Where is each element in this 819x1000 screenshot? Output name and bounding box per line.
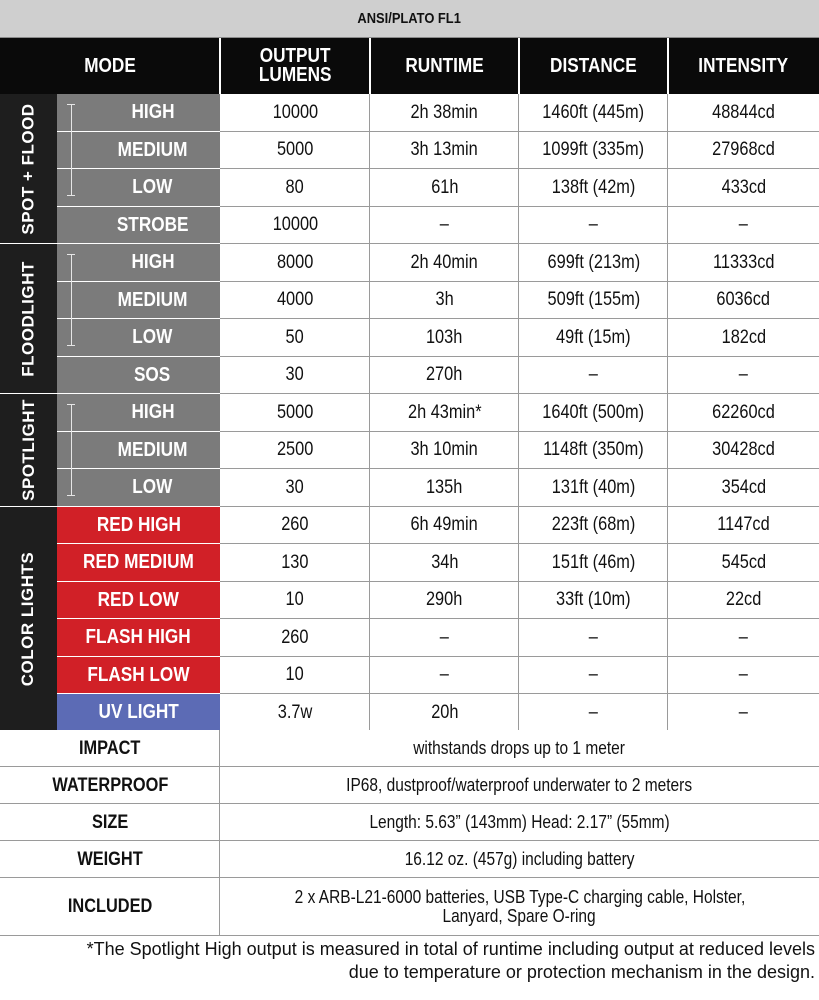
header-distance — [519, 38, 668, 94]
intensity-cell — [668, 582, 819, 620]
intensity-cell — [668, 544, 819, 582]
output-value: 10000 — [272, 101, 318, 123]
header-distance-text: DISTANCE — [550, 54, 637, 77]
runtime-value: 2h 38min — [410, 101, 479, 123]
distance-cell — [519, 619, 668, 657]
intensity-value: – — [738, 701, 749, 723]
output-cell — [220, 207, 370, 245]
distance-cell — [519, 582, 668, 620]
intensity-value: 545cd — [721, 551, 766, 573]
runtime-cell — [370, 282, 519, 320]
output-value: 130 — [281, 551, 309, 573]
runtime-cell — [370, 582, 519, 620]
mode-cell — [57, 169, 220, 207]
runtime-cell — [370, 357, 519, 395]
header-intensity — [668, 38, 819, 94]
distance-value: 49ft (15m) — [556, 326, 631, 348]
runtime-value: 61h — [430, 176, 459, 198]
bracket-cap — [67, 104, 75, 105]
runtime-value: 20h — [430, 701, 459, 723]
distance-value: 1460ft (445m) — [542, 101, 645, 123]
intensity-cell — [668, 657, 819, 695]
output-cell — [220, 619, 370, 657]
runtime-cell — [370, 432, 519, 470]
spec-label-cell — [0, 767, 220, 804]
spec-label-cell — [0, 804, 220, 841]
group-label-text: FLOODLIGHT — [18, 261, 38, 377]
output-value: 30 — [285, 364, 305, 386]
column-divider — [667, 94, 668, 732]
bracket-line — [71, 404, 72, 495]
spec-value: withstands drops up to 1 meter — [413, 738, 626, 758]
mode-label: HIGH — [131, 401, 174, 424]
runtime-cell — [370, 94, 519, 132]
output-cell — [220, 132, 370, 170]
mode-label: LOW — [132, 326, 173, 349]
distance-cell — [519, 207, 668, 245]
mode-cell — [57, 432, 220, 470]
intensity-value: – — [738, 626, 749, 648]
output-cell — [220, 507, 370, 545]
group-label-text: COLOR LIGHTS — [18, 551, 38, 687]
mode-cell — [57, 582, 220, 620]
distance-cell — [519, 357, 668, 395]
output-value: 260 — [281, 626, 309, 648]
spec-value: Length: 5.63” (143mm) Head: 2.17” (55mm) — [369, 812, 670, 832]
spec-value-cell — [220, 730, 819, 767]
intensity-cell — [668, 319, 819, 357]
mode-label: STROBE — [116, 213, 189, 236]
bracket-cap — [67, 254, 75, 255]
distance-value: 223ft (68m) — [551, 514, 636, 536]
output-cell — [220, 694, 370, 732]
bracket-cap — [67, 495, 75, 496]
distance-value: 1099ft (335m) — [542, 139, 645, 161]
intensity-cell — [668, 207, 819, 245]
header-separator — [518, 38, 520, 94]
distance-cell — [519, 657, 668, 695]
runtime-value: 34h — [430, 551, 459, 573]
runtime-value: 3h — [435, 289, 454, 311]
intensity-value: 6036cd — [716, 289, 771, 311]
bracket-cap — [67, 345, 75, 346]
distance-value: 33ft (10m) — [556, 589, 631, 611]
output-value: 80 — [285, 176, 305, 198]
mode-cell — [57, 394, 220, 432]
output-value: 5000 — [276, 401, 314, 423]
mode-label: LOW — [132, 176, 173, 199]
output-cell — [220, 244, 370, 282]
distance-value: – — [588, 626, 599, 648]
runtime-value: 2h 43min* — [407, 401, 482, 423]
runtime-cell — [370, 169, 519, 207]
distance-cell — [519, 469, 668, 507]
runtime-cell — [370, 469, 519, 507]
mode-cell — [57, 619, 220, 657]
header-runtime-text: RUNTIME — [405, 54, 484, 77]
runtime-cell — [370, 544, 519, 582]
output-cell — [220, 582, 370, 620]
distance-value: 509ft (155m) — [547, 289, 640, 311]
mode-cell — [57, 244, 220, 282]
distance-cell — [519, 507, 668, 545]
intensity-cell — [668, 244, 819, 282]
spec-value-cell — [220, 841, 819, 878]
group-label — [0, 244, 57, 394]
runtime-value: – — [439, 214, 450, 236]
spec-column-divider — [219, 730, 220, 936]
runtime-cell — [370, 244, 519, 282]
output-value: 2500 — [276, 439, 314, 461]
spec-label: WEIGHT — [77, 848, 143, 870]
runtime-value: 6h 49min — [410, 514, 479, 536]
header-mode — [0, 38, 220, 94]
mode-cell — [57, 694, 220, 732]
runtime-cell — [370, 619, 519, 657]
distance-value: 1148ft (350m) — [543, 439, 644, 461]
spec-value-line2: Lanyard, Spare O-ring — [442, 906, 597, 926]
runtime-value: – — [439, 664, 450, 686]
bracket-cap — [67, 404, 75, 405]
distance-cell — [519, 394, 668, 432]
output-cell — [220, 357, 370, 395]
spec-label-cell — [0, 841, 220, 878]
runtime-value: 3h 13min — [410, 139, 479, 161]
spec-value-line1: 2 x ARB-L21-6000 batteries, USB Type-C charging cable, Holster, — [294, 887, 745, 907]
mode-label: HIGH — [131, 101, 174, 124]
distance-cell — [519, 544, 668, 582]
group-label — [0, 507, 57, 732]
runtime-value: 3h 10min — [410, 439, 479, 461]
output-value: 8000 — [276, 251, 314, 273]
mode-label: MEDIUM — [117, 138, 188, 161]
output-cell — [220, 544, 370, 582]
mode-label: HIGH — [131, 251, 174, 274]
spec-label-cell — [0, 878, 220, 936]
header-intensity-text: INTENSITY — [698, 54, 789, 77]
output-cell — [220, 394, 370, 432]
spec-value-cell — [220, 767, 819, 804]
distance-value: 151ft (46m) — [551, 551, 636, 573]
output-cell — [220, 282, 370, 320]
intensity-value: 62260cd — [712, 401, 775, 423]
footnote-line2: due to temperature or protection mechanism in the design. — [348, 962, 815, 982]
intensity-cell — [668, 282, 819, 320]
mode-label: RED LOW — [97, 588, 180, 611]
spec-value-cell — [220, 804, 819, 841]
header-output — [220, 38, 370, 94]
mode-cell — [57, 657, 220, 695]
intensity-value: – — [738, 214, 749, 236]
distance-value: 131ft (40m) — [551, 476, 636, 498]
runtime-value: 2h 40min — [410, 251, 479, 273]
runtime-value: 103h — [426, 326, 463, 348]
mode-label: SOS — [134, 363, 171, 386]
distance-value: – — [588, 701, 599, 723]
mode-label: RED MEDIUM — [83, 551, 194, 574]
header-output-line2: LUMENS — [258, 64, 332, 86]
intensity-value: 30428cd — [712, 439, 775, 461]
distance-value: 1640ft (500m) — [542, 401, 645, 423]
header-separator — [667, 38, 669, 94]
bracket-cap — [67, 195, 75, 196]
distance-cell — [519, 694, 668, 732]
intensity-cell — [668, 169, 819, 207]
distance-cell — [519, 94, 668, 132]
output-cell — [220, 319, 370, 357]
output-value: 50 — [285, 326, 305, 348]
bracket-line — [71, 254, 72, 345]
intensity-value: 1147cd — [717, 514, 770, 536]
output-value: 10000 — [272, 214, 318, 236]
intensity-value: 433cd — [721, 176, 766, 198]
distance-cell — [519, 132, 668, 170]
group-label-text: SPOTLIGHT — [18, 399, 38, 502]
output-value: 3.7w — [277, 701, 313, 723]
runtime-cell — [370, 694, 519, 732]
runtime-value: 135h — [426, 476, 463, 498]
footnote-line1: *The Spotlight High output is measured in total of runtime including output at reduced levels — [86, 939, 815, 959]
mode-cell — [57, 132, 220, 170]
group-label-text: SPOT + FLOOD — [18, 103, 38, 235]
header-separator — [369, 38, 371, 94]
intensity-value: – — [738, 364, 749, 386]
mode-cell — [57, 282, 220, 320]
footnote — [0, 938, 815, 984]
output-cell — [220, 169, 370, 207]
spec-value: IP68, dustproof/waterproof underwater to 2 meters — [346, 775, 693, 795]
table-title-text: ANSI/PLATO FL1 — [357, 10, 462, 27]
mode-label: UV LIGHT — [98, 701, 179, 724]
intensity-cell — [668, 619, 819, 657]
header-runtime — [370, 38, 519, 94]
mode-cell — [57, 207, 220, 245]
spec-label: INCLUDED — [67, 896, 153, 917]
distance-cell — [519, 244, 668, 282]
output-cell — [220, 432, 370, 470]
intensity-value: – — [738, 664, 749, 686]
header-mode-text: MODE — [84, 54, 136, 77]
distance-value: – — [588, 214, 599, 236]
distance-value: 699ft (213m) — [547, 251, 640, 273]
distance-value: – — [588, 664, 599, 686]
distance-cell — [519, 282, 668, 320]
mode-label: FLASH LOW — [87, 663, 190, 686]
intensity-cell — [668, 132, 819, 170]
runtime-cell — [370, 207, 519, 245]
mode-label: RED HIGH — [96, 513, 181, 536]
header-separator — [219, 38, 221, 94]
output-value: 4000 — [276, 289, 314, 311]
spec-label-cell — [0, 730, 220, 767]
header-output-line1: OUTPUT — [259, 45, 331, 67]
distance-value: 138ft (42m) — [551, 176, 636, 198]
intensity-cell — [668, 357, 819, 395]
intensity-cell — [668, 394, 819, 432]
spec-label: WATERPROOF — [52, 774, 168, 796]
runtime-cell — [370, 507, 519, 545]
column-divider — [369, 94, 370, 732]
output-cell — [220, 94, 370, 132]
distance-cell — [519, 319, 668, 357]
output-value: 5000 — [276, 139, 314, 161]
intensity-value: 354cd — [721, 476, 766, 498]
group-label — [0, 394, 57, 507]
intensity-cell — [668, 507, 819, 545]
intensity-cell — [668, 694, 819, 732]
intensity-cell — [668, 94, 819, 132]
group-label — [0, 94, 57, 244]
spec-divider — [0, 935, 819, 936]
output-value: 10 — [285, 664, 305, 686]
output-value: 30 — [285, 476, 305, 498]
distance-cell — [519, 432, 668, 470]
bracket-line — [71, 104, 72, 195]
intensity-value: 11333cd — [712, 251, 775, 273]
mode-cell — [57, 507, 220, 545]
spec-value: 16.12 oz. (457g) including battery — [404, 849, 635, 869]
output-value: 260 — [281, 514, 309, 536]
mode-label: FLASH HIGH — [85, 626, 192, 649]
mode-cell — [57, 94, 220, 132]
mode-label: MEDIUM — [117, 438, 188, 461]
mode-label: MEDIUM — [117, 288, 188, 311]
intensity-cell — [668, 469, 819, 507]
distance-value: – — [588, 364, 599, 386]
intensity-value: 22cd — [725, 589, 762, 611]
runtime-value: – — [439, 626, 450, 648]
runtime-value: 270h — [426, 364, 463, 386]
output-cell — [220, 469, 370, 507]
runtime-cell — [370, 657, 519, 695]
mode-cell — [57, 544, 220, 582]
table-title — [0, 0, 819, 38]
intensity-cell — [668, 432, 819, 470]
mode-cell — [57, 357, 220, 395]
mode-label: LOW — [132, 476, 173, 499]
runtime-cell — [370, 132, 519, 170]
spec-label: SIZE — [91, 811, 129, 833]
spec-value-cell — [220, 878, 819, 936]
mode-cell — [57, 469, 220, 507]
column-divider — [518, 94, 519, 732]
runtime-value: 290h — [426, 589, 463, 611]
intensity-value: 27968cd — [712, 139, 775, 161]
output-cell — [220, 657, 370, 695]
runtime-cell — [370, 319, 519, 357]
output-value: 10 — [285, 589, 305, 611]
runtime-cell — [370, 394, 519, 432]
distance-cell — [519, 169, 668, 207]
spec-label: IMPACT — [79, 737, 141, 759]
intensity-value: 182cd — [721, 326, 766, 348]
intensity-value: 48844cd — [712, 101, 775, 123]
mode-cell — [57, 319, 220, 357]
